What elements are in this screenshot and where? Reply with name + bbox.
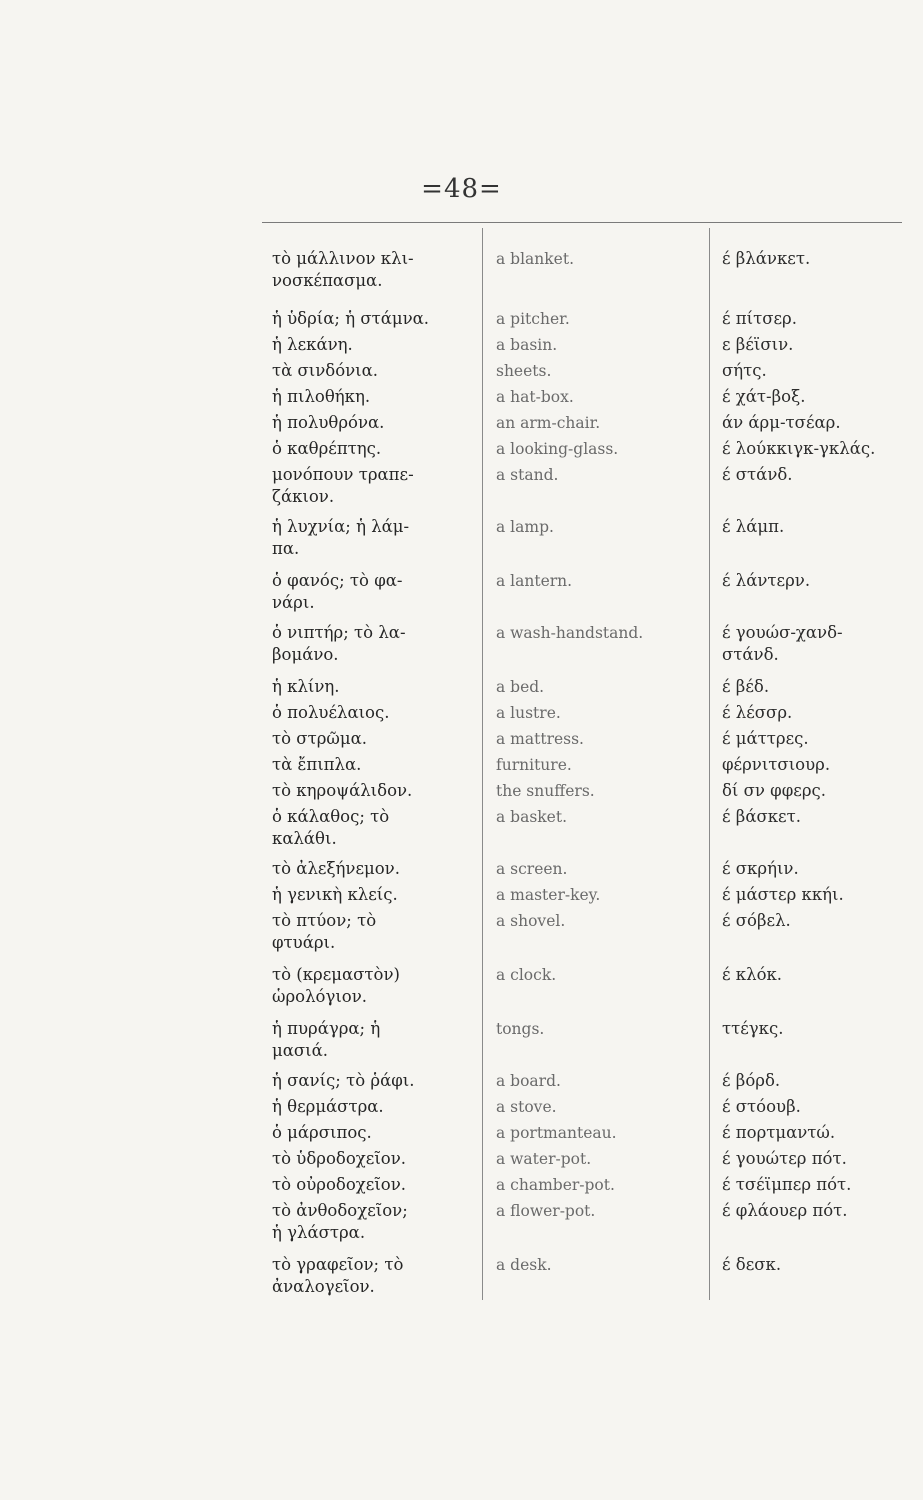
pronunciation: έ πορτμαντώ. bbox=[722, 1123, 836, 1142]
greek-term: ἡ λυχνία; ἡ λάμ- πα. bbox=[272, 517, 410, 558]
english-term: a hat-box. bbox=[496, 388, 574, 406]
english-term: a pitcher. bbox=[496, 310, 570, 328]
greek-term: ἡ σανίς; τὸ ῥάφι. bbox=[272, 1071, 415, 1090]
pronunciation: έ μάστερ κκήι. bbox=[722, 885, 844, 904]
pronunciation: έ γουώτερ πότ. bbox=[722, 1149, 847, 1168]
english-term: a wash-handstand. bbox=[496, 624, 644, 642]
english-term: a basket. bbox=[496, 808, 568, 826]
greek-term: τὸ (κρεμαστὸν) ὡρολόγιον. bbox=[272, 965, 400, 1006]
pronunciation: σήτς. bbox=[722, 361, 767, 380]
page-number: =48= bbox=[421, 174, 502, 204]
english-term: a lamp. bbox=[496, 518, 554, 536]
greek-term: τὸ πτύον; τὸ φτυάρι. bbox=[272, 911, 377, 952]
english-term: a looking-glass. bbox=[496, 440, 619, 458]
column-divider-right bbox=[709, 228, 710, 1300]
greek-term: τὸ γραφεῖον; τὸ ἀναλογεῖον. bbox=[272, 1255, 404, 1296]
pronunciation: φέρνιτσιουρ. bbox=[722, 755, 831, 774]
english-term: a desk. bbox=[496, 1256, 552, 1274]
greek-term: ὁ πολυέλαιος. bbox=[272, 703, 390, 722]
english-term: a basin. bbox=[496, 336, 558, 354]
greek-term: ὁ καθρέπτης. bbox=[272, 439, 382, 458]
greek-term: ἡ πολυθρόνα. bbox=[272, 413, 385, 432]
pronunciation: ττέγκς. bbox=[722, 1019, 784, 1038]
pronunciation: έ μάττρες. bbox=[722, 729, 809, 748]
pronunciation: έ λούκκιγκ-γκλάς. bbox=[722, 439, 876, 458]
english-term: a master-key. bbox=[496, 886, 601, 904]
pronunciation: δί σν φφερς. bbox=[722, 781, 827, 800]
pronunciation: έ λάντερν. bbox=[722, 571, 811, 590]
pronunciation: έ τσέϊμπερ πότ. bbox=[722, 1175, 852, 1194]
greek-term: ἡ γενικὴ κλείς. bbox=[272, 885, 398, 904]
greek-term: ἡ κλίνη. bbox=[272, 677, 340, 696]
greek-term: ἡ πυράγρα; ἡ μασιά. bbox=[272, 1019, 381, 1060]
greek-term: ὁ φανός; τὸ φα- νάρι. bbox=[272, 571, 403, 612]
english-term: a shovel. bbox=[496, 912, 566, 930]
greek-term: τὸ ἀλεξήνεμον. bbox=[272, 859, 400, 878]
pronunciation: άν άρμ-τσέαρ. bbox=[722, 413, 841, 432]
english-term: a portmanteau. bbox=[496, 1124, 617, 1142]
english-term: furniture. bbox=[496, 756, 572, 774]
english-term: a flower-pot. bbox=[496, 1202, 596, 1220]
english-term: a blanket. bbox=[496, 250, 574, 268]
greek-term: τὸ ὑδροδοχεῖον. bbox=[272, 1149, 406, 1168]
pronunciation: έ σόβελ. bbox=[722, 911, 791, 930]
greek-term: τὸ ἀνθοδοχεῖον; ἡ γλάστρα. bbox=[272, 1201, 408, 1242]
english-term: a lustre. bbox=[496, 704, 561, 722]
english-term: a bed. bbox=[496, 678, 545, 696]
pronunciation: έ κλόκ. bbox=[722, 965, 783, 984]
english-term: a clock. bbox=[496, 966, 557, 984]
pronunciation: ε βέϊσιν. bbox=[722, 335, 794, 354]
pronunciation: έ γουώσ-χανδ- στάνδ. bbox=[722, 623, 843, 664]
english-term: an arm-chair. bbox=[496, 414, 601, 432]
english-term: a chamber-pot. bbox=[496, 1176, 615, 1194]
english-term: a lantern. bbox=[496, 572, 573, 590]
english-term: tongs. bbox=[496, 1020, 545, 1038]
english-term: sheets. bbox=[496, 362, 552, 380]
pronunciation: έ βλάνκετ. bbox=[722, 249, 811, 268]
pronunciation: έ βάσκετ. bbox=[722, 807, 801, 826]
greek-term: μονόπουν τραπε- ζάκιον. bbox=[272, 465, 414, 506]
english-term: a water-pot. bbox=[496, 1150, 592, 1168]
column-divider-left bbox=[482, 228, 483, 1300]
pronunciation: έ σκρήιν. bbox=[722, 859, 799, 878]
greek-term: τὸ μάλλινον κλι- νοσκέπασμα. bbox=[272, 249, 414, 290]
english-term: a board. bbox=[496, 1072, 561, 1090]
english-term: a stand. bbox=[496, 466, 559, 484]
greek-term: τὰ ἔπιπλα. bbox=[272, 755, 362, 774]
pronunciation: έ δεσκ. bbox=[722, 1255, 782, 1274]
greek-term: ὁ κάλαθος; τὸ καλάθι. bbox=[272, 807, 390, 848]
english-term: a mattress. bbox=[496, 730, 584, 748]
pronunciation: έ στάνδ. bbox=[722, 465, 793, 484]
greek-term: τὰ σινδόνια. bbox=[272, 361, 379, 380]
greek-term: τὸ οὐροδοχεῖον. bbox=[272, 1175, 406, 1194]
pronunciation: έ βέδ. bbox=[722, 677, 770, 696]
greek-term: ἡ ὑδρία; ἡ στάμνα. bbox=[272, 309, 430, 328]
greek-term: ὁ νιπτήρ; τὸ λα- βομάνο. bbox=[272, 623, 406, 664]
english-term: a stove. bbox=[496, 1098, 557, 1116]
greek-term: ἡ πιλοθήκη. bbox=[272, 387, 371, 406]
greek-term: ἡ λεκάνη. bbox=[272, 335, 353, 354]
greek-term: ὁ μάρσιπος. bbox=[272, 1123, 372, 1142]
pronunciation: έ λάμπ. bbox=[722, 517, 785, 536]
pronunciation: έ φλάουερ πότ. bbox=[722, 1201, 848, 1220]
header-rule bbox=[262, 222, 902, 223]
english-term: a screen. bbox=[496, 860, 568, 878]
greek-term: ἡ θερμάστρα. bbox=[272, 1097, 384, 1116]
english-term: the snuffers. bbox=[496, 782, 595, 800]
pronunciation: έ στόουβ. bbox=[722, 1097, 801, 1116]
pronunciation: έ βόρδ. bbox=[722, 1071, 781, 1090]
greek-term: τὸ στρῶμα. bbox=[272, 729, 367, 748]
pronunciation: έ πίτσερ. bbox=[722, 309, 797, 328]
greek-term: τὸ κηροψάλιδον. bbox=[272, 781, 413, 800]
pronunciation: έ χάτ-βοξ. bbox=[722, 387, 806, 406]
pronunciation: έ λέσσρ. bbox=[722, 703, 793, 722]
